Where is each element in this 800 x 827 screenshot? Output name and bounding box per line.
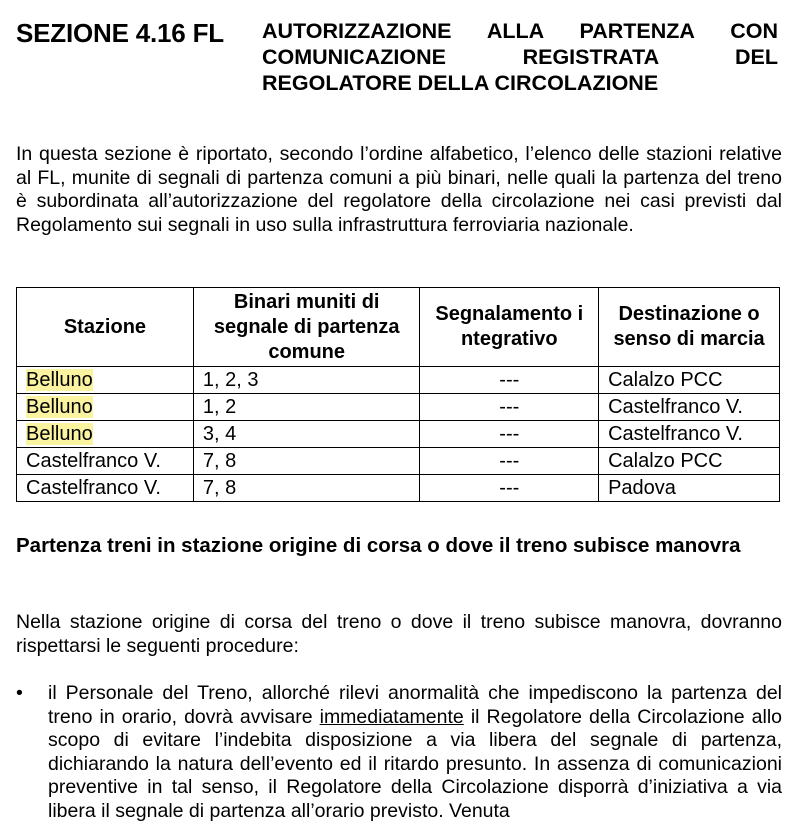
cell-destination: Castelfranco V. [599,394,780,421]
cell-tracks: 3, 4 [193,421,420,448]
cell-destination: Calalzo PCC [599,367,780,394]
subheading: Partenza treni in stazione origine di corsa o dove il treno subisce manovra [16,534,741,557]
cell-signal: --- [420,448,599,475]
cell-signal: --- [420,367,599,394]
bullet-text [48,682,782,823]
section-code: SEZIONE 4.16 FL [16,18,224,48]
table-row [17,394,780,421]
cell-destination: Padova [599,475,780,502]
table-header-row [17,288,780,367]
stations-table [16,287,780,502]
cell-destination: Calalzo PCC [599,448,780,475]
cell-signal: --- [420,394,599,421]
bullet-text-end: il Regolatore della Circolazione allo scopo di evitare l’indebita disposizione a via libera del segnale di partenza, dichiarando la natura dell’evento ed il ritardo presunto. In assenza di comunicazioni preventive in tal senso, il Regolatore della Circolazione disporrà d’iniziativa a via libera il segnale di partenza all’orario previsto. Venuta [48,705,782,822]
cell-station [17,367,194,394]
cell-tracks: 7, 8 [193,448,420,475]
highlighted-station: Belluno [26,423,93,445]
header-tracks: Binari muniti di segnale di partenza comune [193,288,420,367]
cell-tracks: 1, 2 [193,394,420,421]
cell-tracks: 7, 8 [193,475,420,502]
procedures-paragraph: Nella stazione origine di corsa del treno o dove il treno subisce manovra, dovranno rispettarsi le seguenti procedure: [16,611,782,657]
cell-signal: --- [420,421,599,448]
header-signal: Segnalamento integrativo [420,288,599,367]
table-row [17,448,780,475]
cell-destination: Castelfranco V. [599,421,780,448]
cell-tracks: 1, 2, 3 [193,367,420,394]
cell-station [17,421,194,448]
highlighted-station: Belluno [26,396,93,418]
cell-station: Castelfranco V. [17,475,194,502]
header-station: Stazione [17,288,194,367]
section-title: AUTORIZZAZIONE ALLA PARTENZA CON COMUNICAZIONE REGISTRATA DEL REGOLATORE DELLA CIRCOLAZIONE [262,19,778,95]
intro-paragraph: In questa sezione è riportato, secondo l’ordine alfabetico, l’elenco delle stazioni relative al FL, munite di segnali di partenza comuni a più binari, nelle quali la partenza del treno è subordinata all’autorizzazione del regolatore della circolazione nei casi previsti dal Regolamento sui segnali in uso sulla infrastruttura ferroviaria nazionale. [16,143,782,236]
bullet-icon: • [16,682,23,704]
bullet-list-item [16,682,782,823]
highlighted-station: Belluno [26,369,93,391]
table-row [17,367,780,394]
underlined-word: immediatamente [319,705,464,728]
cell-signal: --- [420,475,599,502]
header-destination: Destinazione o senso di marcia [599,288,780,367]
table-row [17,421,780,448]
cell-station [17,394,194,421]
bullet-text-start: il Personale del Treno, allorché rilevi anormalità che impediscono la partenza del treno in orario, dovrà avvisare [48,682,782,728]
table-row [17,475,780,502]
cell-station: Castelfranco V. [17,448,194,475]
